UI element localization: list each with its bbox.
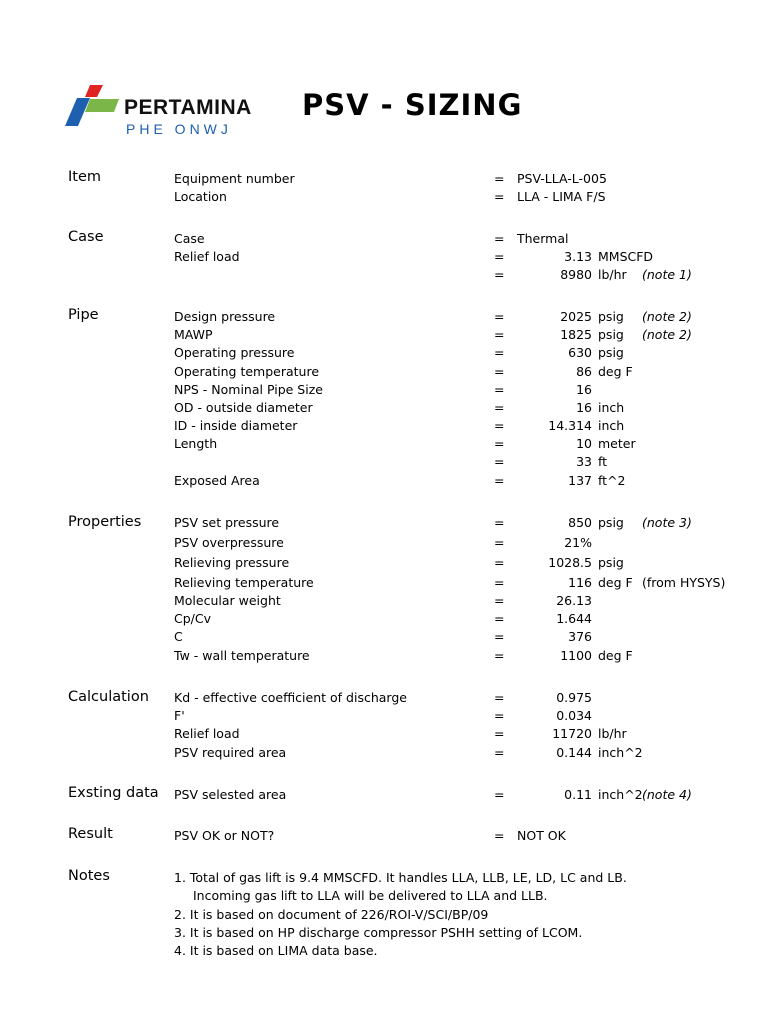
row-f-prime: [0, 708, 768, 726]
row-psv-overpressure: [0, 535, 768, 553]
row-label: Relieving temperature: [174, 575, 314, 590]
row-unit: deg F: [598, 648, 633, 663]
row-label: Design pressure: [174, 309, 276, 324]
equals-sign: =: [494, 249, 505, 264]
row-label: Operating temperature: [174, 364, 320, 379]
row-unit: meter: [598, 436, 636, 451]
equals-sign: =: [494, 745, 505, 760]
section-notes: Notes: [68, 868, 110, 884]
row-result: [0, 828, 768, 846]
row-unit: lb/hr: [598, 267, 627, 282]
row-equipment-number: [0, 171, 768, 189]
row-psv-set-pressure: [0, 515, 768, 533]
equals-sign: =: [494, 400, 505, 415]
row-unit: MMSCFD: [598, 249, 654, 264]
note-2: 2. It is based on document of 226/ROI-V/SCI/BP/09: [174, 907, 489, 922]
equals-sign: =: [494, 327, 505, 342]
row-unit: psig: [598, 309, 624, 324]
brand-subtitle: PHE ONWJ: [126, 121, 232, 137]
row-operating-temperature: [0, 364, 768, 382]
row-value: 16: [576, 382, 592, 397]
row-value: 116: [568, 575, 592, 590]
row-molecular-weight: [0, 593, 768, 611]
equals-sign: =: [494, 575, 505, 590]
row-unit: inch^2: [598, 787, 643, 802]
row-value: 1.644: [556, 611, 592, 626]
row-label: Case: [174, 231, 205, 246]
equals-sign: =: [494, 418, 505, 433]
equals-sign: =: [494, 828, 505, 843]
row-unit: deg F: [598, 364, 633, 379]
row-label: Molecular weight: [174, 593, 281, 608]
equals-sign: =: [494, 726, 505, 741]
row-value: 11720: [552, 726, 592, 741]
row-unit: psig: [598, 327, 624, 342]
equals-sign: =: [494, 382, 505, 397]
row-note: (note 2): [642, 309, 692, 324]
row-label: Cp/Cv: [174, 611, 211, 626]
row-value: 26.13: [556, 593, 592, 608]
row-value: 630: [568, 345, 592, 360]
row-unit: inch^2: [598, 745, 643, 760]
row-label: PSV set pressure: [174, 515, 280, 530]
row-value: 1028.5: [548, 555, 592, 570]
equals-sign: =: [494, 515, 505, 530]
row-value: 33: [576, 454, 592, 469]
row-value: PSV-LLA-L-005: [517, 171, 607, 186]
section-case: Case: [68, 229, 104, 245]
row-value: 0.034: [556, 708, 592, 723]
row-value: 0.11: [564, 787, 592, 802]
row-note: (note 1): [642, 267, 692, 282]
row-value: Thermal: [517, 231, 569, 246]
equals-sign: =: [494, 345, 505, 360]
equals-sign: =: [494, 648, 505, 663]
section-calculation: Calculation: [68, 689, 149, 705]
equals-sign: =: [494, 436, 505, 451]
row-value: 137: [568, 473, 592, 488]
row-label: Relief load: [174, 726, 240, 741]
row-case: [0, 231, 768, 249]
row-label: Exposed Area: [174, 473, 260, 488]
equals-sign: =: [494, 555, 505, 570]
row-label: NPS - Nominal Pipe Size: [174, 382, 323, 397]
row-value: 86: [576, 364, 592, 379]
row-inside-diameter: [0, 418, 768, 436]
note-4: 4. It is based on LIMA data base.: [174, 943, 378, 958]
equals-sign: =: [494, 690, 505, 705]
note-1: 1. Total of gas lift is 9.4 MMSCFD. It handles LLA, LLB, LE, LD, LC and LB.: [174, 870, 627, 885]
row-label: OD - outside diameter: [174, 400, 313, 415]
row-label: PSV OK or NOT?: [174, 828, 275, 843]
row-label: Relief load: [174, 249, 240, 264]
row-design-pressure: [0, 309, 768, 327]
row-value: 8980: [560, 267, 592, 282]
equals-sign: =: [494, 189, 505, 204]
row-psv-required-area: [0, 745, 768, 763]
row-unit: ft^2: [598, 473, 626, 488]
row-unit: psig: [598, 345, 624, 360]
row-note: (note 4): [642, 787, 692, 802]
row-nps: [0, 382, 768, 400]
row-value: 1825: [560, 327, 592, 342]
row-relieving-temperature: [0, 575, 768, 593]
row-c: [0, 629, 768, 647]
equals-sign: =: [494, 309, 505, 324]
row-unit: lb/hr: [598, 726, 627, 741]
section-existing-data: Exsting data: [68, 785, 159, 801]
equals-sign: =: [494, 611, 505, 626]
row-value: 376: [568, 629, 592, 644]
section-pipe: Pipe: [68, 307, 99, 323]
row-value: 16: [576, 400, 592, 415]
row-label: PSV overpressure: [174, 535, 284, 550]
section-result: Result: [68, 826, 113, 842]
equals-sign: =: [494, 629, 505, 644]
row-value: 21%: [564, 535, 592, 550]
row-value: 1100: [560, 648, 592, 663]
section-properties: Properties: [68, 514, 142, 530]
row-relieving-pressure: [0, 555, 768, 573]
row-label: Length: [174, 436, 218, 451]
row-unit: psig: [598, 555, 624, 570]
row-label: F': [174, 708, 185, 723]
note-1-continued: Incoming gas lift to LLA will be delivered to LLA and LLB.: [193, 888, 548, 903]
equals-sign: =: [494, 787, 505, 802]
row-value: 0.975: [556, 690, 592, 705]
row-mawp: [0, 327, 768, 345]
equals-sign: =: [494, 231, 505, 246]
row-relief-load-lbhr: [0, 267, 768, 285]
equals-sign: =: [494, 708, 505, 723]
equals-sign: =: [494, 364, 505, 379]
row-label: C: [174, 629, 183, 644]
row-label: Operating pressure: [174, 345, 295, 360]
row-label: MAWP: [174, 327, 213, 342]
equals-sign: =: [494, 473, 505, 488]
row-label: Kd - effective coefficient of discharge: [174, 690, 407, 705]
row-label: Location: [174, 189, 227, 204]
row-relief-load-mmscfd: [0, 249, 768, 267]
row-unit: inch: [598, 400, 625, 415]
row-unit: deg F: [598, 575, 633, 590]
row-value: 14.314: [548, 418, 592, 433]
row-label: Equipment number: [174, 171, 295, 186]
row-value: 2025: [560, 309, 592, 324]
row-outside-diameter: [0, 400, 768, 418]
row-value: 850: [568, 515, 592, 530]
row-value: LLA - LIMA F/S: [517, 189, 606, 204]
row-value: 0.144: [556, 745, 592, 760]
row-exposed-area: [0, 473, 768, 491]
row-label: Relieving pressure: [174, 555, 290, 570]
row-note: (note 2): [642, 327, 692, 342]
row-label: Tw - wall temperature: [174, 648, 310, 663]
row-label: PSV required area: [174, 745, 287, 760]
row-length-meter: [0, 436, 768, 454]
row-kd: [0, 690, 768, 708]
row-value: 10: [576, 436, 592, 451]
row-extra-note: (from HYSYS): [642, 575, 726, 590]
row-wall-temperature: [0, 648, 768, 666]
equals-sign: =: [494, 171, 505, 186]
row-calc-relief-load: [0, 726, 768, 744]
row-value: 3.13: [564, 249, 592, 264]
pertamina-logo-icon: [63, 82, 123, 132]
row-label: PSV selested area: [174, 787, 287, 802]
row-psv-selected-area: [0, 787, 768, 805]
row-label: ID - inside diameter: [174, 418, 298, 433]
row-cp-cv: [0, 611, 768, 629]
note-3: 3. It is based on HP discharge compressor PSHH setting of LCOM.: [174, 925, 583, 940]
row-length-ft: [0, 454, 768, 472]
equals-sign: =: [494, 593, 505, 608]
result-value: NOT OK: [517, 828, 566, 843]
row-location: [0, 189, 768, 207]
row-note: (note 3): [642, 515, 692, 530]
row-operating-pressure: [0, 345, 768, 363]
row-unit: inch: [598, 418, 625, 433]
page-title: PSV - SIZING: [302, 88, 523, 122]
row-unit: ft: [598, 454, 608, 469]
brand-name: PERTAMINA: [124, 96, 252, 119]
equals-sign: =: [494, 454, 505, 469]
equals-sign: =: [494, 535, 505, 550]
section-item: Item: [68, 169, 102, 185]
row-unit: psig: [598, 515, 624, 530]
equals-sign: =: [494, 267, 505, 282]
